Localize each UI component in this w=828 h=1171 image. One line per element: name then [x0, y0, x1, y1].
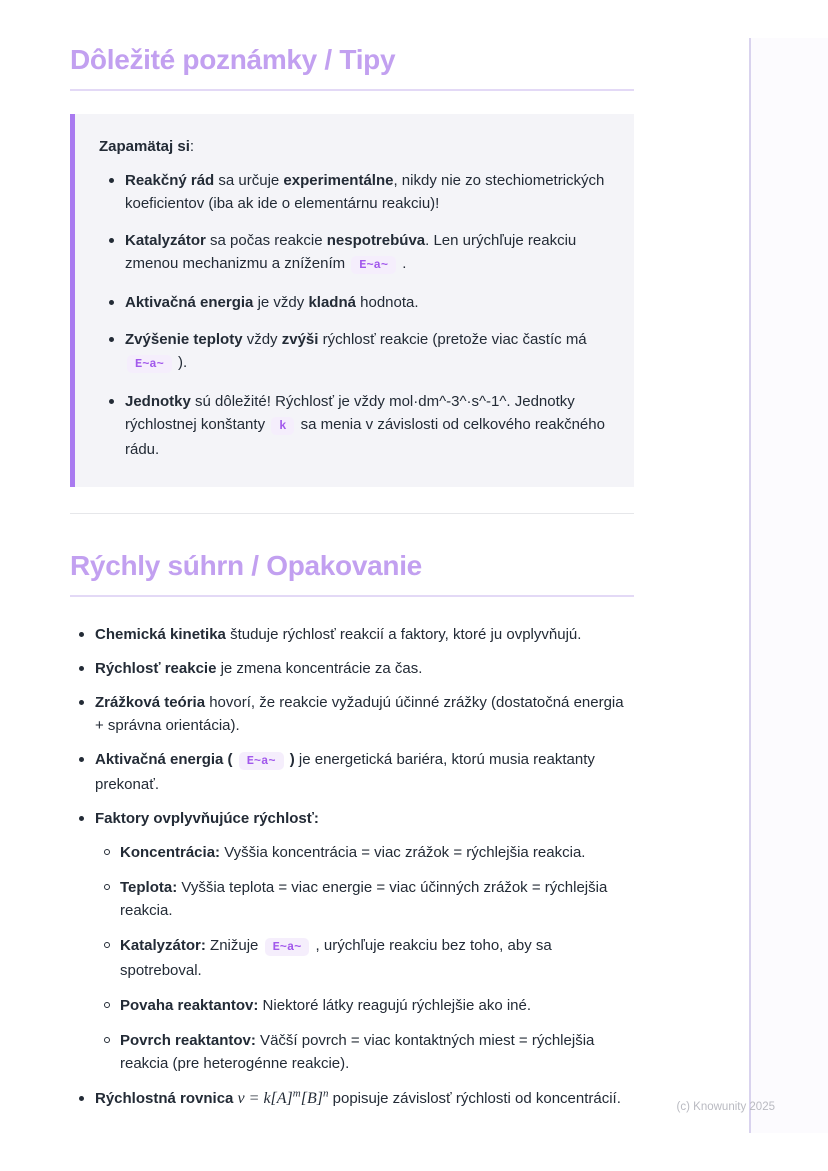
- callout-list-item: Reakčný rád sa určuje experimentálne, nikdy nie zo stechiometrických koeficientov (iba ak ide o elementárnu reakciu)!: [125, 169, 608, 215]
- summary-sublist-item: Koncentrácia: Vyššia koncentrácia = viac zrážok = rýchlejšia reakcia.: [120, 841, 634, 864]
- summary-list-item: Aktivačná energia ( E~a~ ) je energetická bariéra, ktorú musia reaktanty prekonať.: [95, 748, 634, 796]
- summary-sublist-item: Teplota: Vyššia teplota = viac energie = viac účinných zrážok = rýchlejšia reakcia.: [120, 876, 634, 922]
- summary-sublist-item: Katalyzátor: Znižuje E~a~ , urýchľuje reakciu bez toho, aby sa spotreboval.: [120, 934, 634, 982]
- summary-list-item: Chemická kinetika študuje rýchlosť reakcií a faktory, ktoré ju ovplyvňujú.: [95, 623, 634, 646]
- inline-code-chip: E~a~: [239, 752, 284, 770]
- summary-list-item: Rýchlostná rovnica $v = k[A]^m[B]^n$ popisuje závislosť rýchlosti od koncentrácií.: [95, 1087, 634, 1110]
- copyright-watermark: (c) Knowunity 2025: [676, 1101, 775, 1113]
- callout-list: [99, 169, 608, 461]
- summary-sublist-item: Povaha reaktantov: Niektoré látky reagujú rýchlejšie ako iné.: [120, 994, 634, 1017]
- summary-list-item: Faktory ovplyvňujúce rýchlosť: Koncentrácia: Vyššia koncentrácia = viac zrážok = rýchlejšia reakcia. Teplota: Vyššia teplota = viac energie = viac účinných zrážok = rýchlejšia reakcia. Katalyzátor: Znižuje E~a~ , urýchľuje reakciu bez toho, aby sa spotreboval. Povaha reaktantov: Niektoré látky reagujú rýchlejšie ako iné. Povrch reaktantov: Väčší povrch = viac kontaktných miest = rýchlejšia reakcia (pre heterogénne reakcie).: [95, 807, 634, 1075]
- summary-list-item: Rýchlosť reakcie je zmena koncentrácie za čas.: [95, 657, 634, 680]
- section-title-summary: Rýchly súhrn / Opakovanie: [70, 550, 634, 597]
- inline-code-chip: E~a~: [265, 938, 310, 956]
- inline-code-chip: E~a~: [127, 355, 172, 373]
- callout-list-item: Aktivačná energia je vždy kladná hodnota.: [125, 291, 608, 314]
- summary-sublist: [95, 841, 634, 1075]
- math-formula: $v = k[A]^m[B]^n$: [237, 1087, 329, 1107]
- section-divider: [70, 513, 634, 514]
- callout-list-item: Jednotky sú dôležité! Rýchlosť je vždy mol·dm^-3^·s^-1^. Jednotky rýchlostnej konštanty k sa menia v závislosti od celkového reakčného rádu.: [125, 390, 608, 461]
- summary-sublist-item: Povrch reaktantov: Väčší povrch = viac kontaktných miest = rýchlejšia reakcia (pre heterogénne reakcie).: [120, 1029, 634, 1075]
- section-title-notes: Dôležité poznámky / Tipy: [70, 44, 634, 91]
- page-edge-line: [749, 38, 751, 1133]
- summary-list: [70, 623, 634, 1110]
- callout-title-text: Zapamätaj si: [99, 138, 190, 155]
- callout-title-colon: :: [189, 138, 195, 155]
- inline-code-chip: E~a~: [351, 256, 396, 274]
- inline-code-chip: k: [271, 417, 294, 435]
- callout-list-item: Zvýšenie teploty vždy zvýši rýchlosť reakcie (pretože viac častíc má E~a~ ).: [125, 328, 608, 376]
- callout-box: [70, 114, 634, 487]
- page-edge-strip: [751, 38, 828, 1133]
- page-content: [70, 0, 634, 1121]
- callout-list-item: Katalyzátor sa počas reakcie nespotrebúva. Len urýchľuje reakciu zmenou mechanizmu a znížením E~a~ .: [125, 229, 608, 277]
- callout-title: [99, 135, 608, 158]
- summary-list-item: Zrážková teória hovorí, že reakcie vyžadujú účinné zrážky (dostatočná energia + správna orientácia).: [95, 691, 634, 737]
